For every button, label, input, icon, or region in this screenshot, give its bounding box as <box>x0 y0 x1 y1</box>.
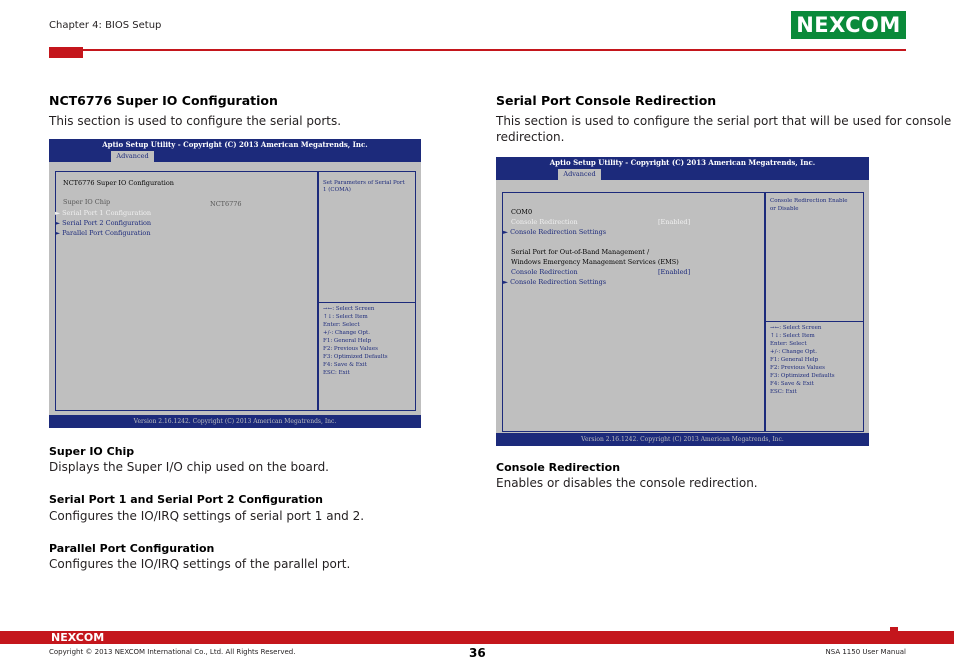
bios-title: Aptio Setup Utility - Copyright (C) 2013 American Megatrends, Inc. <box>496 157 869 169</box>
subsection-text: Configures the IO/IRQ settings of serial port 1 and 2. <box>49 509 365 523</box>
oob-line2: Windows Emergency Management Services (EMS) <box>511 258 679 266</box>
key-hint: Enter: Select <box>770 341 807 347</box>
bios-help-panel <box>765 192 864 432</box>
menu-item-ems-settings[interactable]: ► Console Redirection Settings <box>503 278 607 286</box>
key-hint: ↑↓: Select Item <box>770 333 815 339</box>
bios-main-panel <box>55 171 318 411</box>
bios-tabbar <box>49 151 421 162</box>
bios-footer: Version 2.16.1242. Copyright (C) 2013 American Megatrends, Inc. <box>496 433 869 446</box>
subsection-title: Parallel Port Configuration <box>49 542 215 555</box>
footer-accent <box>890 627 898 635</box>
page-number: 36 <box>469 646 486 660</box>
key-hint: F4: Save & Exit <box>323 362 367 368</box>
key-hint: F3: Optimized Defaults <box>770 373 835 379</box>
footer-bar <box>0 631 954 644</box>
menu-item-parallel-port[interactable]: ► Parallel Port Configuration <box>55 229 151 237</box>
key-hint: F1: General Help <box>770 357 819 363</box>
key-hint: F2: Previous Values <box>770 365 825 371</box>
left-intro: This section is used to configure the serial ports. <box>49 114 342 128</box>
subsection-title: Super IO Chip <box>49 445 135 458</box>
menu-item-label: Parallel Port Configuration <box>62 229 151 237</box>
tab-advanced[interactable]: Advanced <box>111 151 154 162</box>
subsection-text: Displays the Super I/O chip used on the board. <box>49 460 329 474</box>
bios-screen-superio <box>49 139 421 428</box>
help-line: Set Parameters of Serial Port <box>323 180 405 186</box>
key-hint: F4: Save & Exit <box>770 381 814 387</box>
key-hint: ESC: Exit <box>770 389 797 395</box>
console-redirection-label[interactable]: Console Redirection <box>511 218 578 226</box>
right-section-title: Serial Port Console Redirection <box>496 93 717 108</box>
help-line: 1 (COMA) <box>323 187 351 193</box>
console-redirection-value[interactable]: [Enabled] <box>658 218 691 226</box>
help-separator <box>765 321 864 322</box>
menu-item-console-settings[interactable]: ► Console Redirection Settings <box>503 228 607 236</box>
key-hint: +/-: Change Opt. <box>770 349 818 355</box>
menu-item-label: Serial Port 1 Configuration <box>62 209 152 217</box>
key-hint: F1: General Help <box>323 338 372 344</box>
bios-tabbar <box>496 169 869 180</box>
footer-logo: NEXCOM <box>51 631 105 644</box>
help-separator <box>318 302 416 303</box>
footer-accent <box>899 636 906 643</box>
menu-item-serial-port-1[interactable]: ► Serial Port 1 Configuration <box>55 209 152 217</box>
com0-label: COM0 <box>511 208 533 216</box>
oob-line1: Serial Port for Out-of-Band Management / <box>511 248 650 256</box>
bios-screen-console <box>496 157 869 446</box>
manual-name: NSA 1150 User Manual <box>825 648 906 656</box>
key-hint: ↑↓: Select Item <box>323 314 368 320</box>
menu-item-label: Console Redirection Settings <box>510 278 607 286</box>
key-hint: F3: Optimized Defaults <box>323 354 388 360</box>
console-redirection-ems-label[interactable]: Console Redirection <box>511 268 578 276</box>
copyright: Copyright © 2013 NEXCOM International Co., Ltd. All Rights Reserved. <box>49 648 296 656</box>
chapter-label: Chapter 4: BIOS Setup <box>49 20 162 31</box>
right-intro-line2: redirection. <box>496 130 565 144</box>
menu-item-label: Console Redirection Settings <box>510 228 607 236</box>
help-line: Console Redirection Enable <box>770 198 848 204</box>
right-intro-line1: This section is used to configure the serial port that will be used for console <box>496 114 952 128</box>
help-line: or Disable <box>770 206 799 212</box>
key-hint: →←: Select Screen <box>323 306 375 312</box>
subsection-text: Enables or disables the console redirection. <box>496 476 758 490</box>
key-hint: ESC: Exit <box>323 370 350 376</box>
key-hint: →←: Select Screen <box>770 325 822 331</box>
menu-item-serial-port-2[interactable]: ► Serial Port 2 Configuration <box>55 219 152 227</box>
key-hint: Enter: Select <box>323 322 360 328</box>
subsection-title: Serial Port 1 and Serial Port 2 Configuration <box>49 493 323 506</box>
subsection-title: Console Redirection <box>496 461 621 474</box>
logo-text: NEXCOM <box>796 13 901 37</box>
key-hint: +/-: Change Opt. <box>323 330 371 336</box>
nexcom-logo <box>791 11 906 39</box>
bios-footer: Version 2.16.1242. Copyright (C) 2013 American Megatrends, Inc. <box>49 415 421 428</box>
subsection-text: Configures the IO/IRQ settings of the parallel port. <box>49 557 351 571</box>
chip-value: NCT6776 <box>210 200 242 208</box>
left-section-title: NCT6776 Super IO Configuration <box>49 93 278 108</box>
console-redirection-ems-value[interactable]: [Enabled] <box>658 268 691 276</box>
menu-item-label: Serial Port 2 Configuration <box>62 219 152 227</box>
bios-heading: NCT6776 Super IO Configuration <box>63 179 174 187</box>
header-divider <box>49 49 906 51</box>
tab-advanced[interactable]: Advanced <box>558 169 601 180</box>
key-hint: F2: Previous Values <box>323 346 378 352</box>
header-accent <box>49 47 83 58</box>
chip-label: Super IO Chip <box>63 198 111 206</box>
bios-title: Aptio Setup Utility - Copyright (C) 2013 American Megatrends, Inc. <box>49 139 421 151</box>
